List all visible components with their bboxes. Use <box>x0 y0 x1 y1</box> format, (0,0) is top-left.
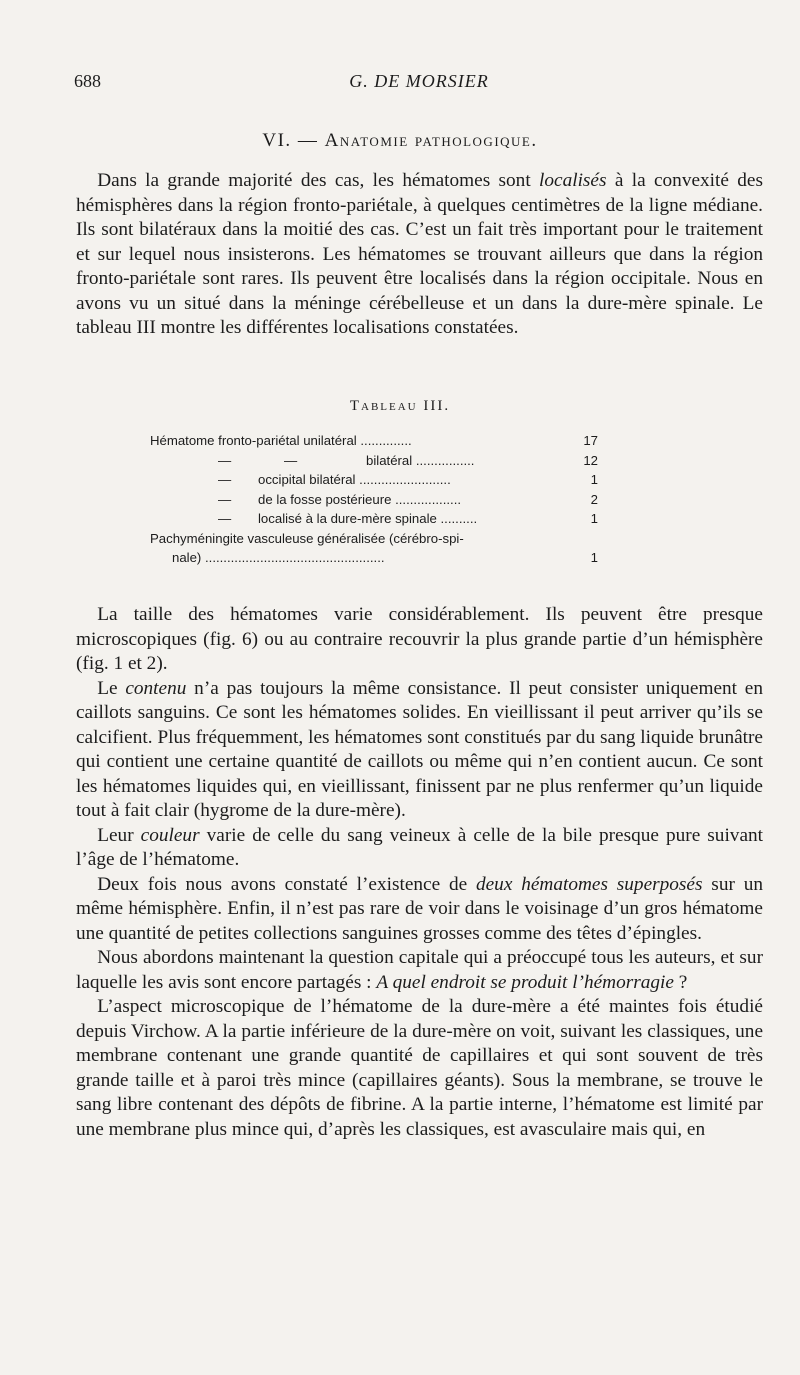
section-numeral: VI. — <box>262 130 319 151</box>
row-count: 2 <box>590 491 598 507</box>
paragraph-microscopique: L’aspect microscopique de l’hématome de la dure-mère a été maintes fois étudié depuis Virchow. A la partie inférieure de la dure-mère on voit, suivant les classiques, une membrane contenant une grande quantité de capillaires et qui sont souvent de très grande taille et à paroi très mince (capillaires géants). Sous la membrane, se trouve le sang libre contenant des dépôts de fibrine. A la partie interne, l’hématome est limité par une membrane plus mince qui, d’après les classiques, est avasculaire mais qui, en <box>76 996 763 1140</box>
localisation-table <box>150 431 598 568</box>
ditto-mark: — <box>284 452 298 468</box>
row-label-text: occipital bilatéral ......................... <box>258 472 451 487</box>
page-number: 688 <box>74 71 101 91</box>
row-label <box>150 490 461 510</box>
table-row <box>150 431 598 451</box>
text-run: ? <box>673 971 688 993</box>
row-label-text: bilatéral ................ <box>366 452 475 468</box>
row-label: Pachyméningite vasculeuse généralisée (cérébro-spi- <box>150 530 464 546</box>
running-head <box>74 71 764 95</box>
row-count: 12 <box>583 452 598 468</box>
table-row <box>150 529 598 549</box>
section-title: Anatomie pathologique. <box>324 130 538 151</box>
text-run: Dans la grande majorité des cas, les hématomes sont <box>97 170 540 191</box>
row-label <box>150 509 477 529</box>
paragraph-contenu <box>76 677 763 824</box>
paragraph <box>76 169 763 341</box>
text-run: Deux fois nous avons constaté l’existence de <box>97 873 476 895</box>
table-title: Tableau III. <box>349 398 451 414</box>
text-run: Leur <box>97 824 141 846</box>
running-title: G. DE MORSIER <box>349 71 489 91</box>
emphasis: A quel endroit se produit l’hémorragie <box>376 971 674 993</box>
emphasis: contenu <box>125 677 187 699</box>
table-row <box>150 470 598 490</box>
ditto-mark: — <box>218 491 232 507</box>
emphasis: localisés <box>539 170 607 191</box>
row-label <box>150 451 474 471</box>
table-row <box>150 509 598 529</box>
emphasis: deux hématomes superposés <box>475 873 703 895</box>
body-text <box>76 603 763 1142</box>
text-run: n’a pas toujours la même consistance. Il peut consister uniquement en caillots sanguins. Ce sont les hématomes solides. En vieillissant il peut arriver qu’ils se calcifient. Plus fréquemment, les hématomes sont constitués par du sang liquide brunâtre qui contient une certaine quantité de caillots ou même qui n’en contient aucun. Ce sont les hématomes liquides qui, en vieillissant, finissent par ne plus renfermer qu’un liquide tout à fait clair (hygrome de la dure-mère). <box>76 677 763 821</box>
emphasis: couleur <box>140 824 200 846</box>
paragraph-taille: La taille des hématomes varie considérablement. Ils peuvent être presque microscopiques (fig. 6) ou au contraire recouvrir la plus grande partie d’un hémisphère (fig. 1 et 2). <box>76 604 763 674</box>
text-run: à la convexité des hémisphères dans la région fronto-pariétale, à quelques centimètres de la ligne médiane. Ils sont bilatéraux dans la moitié des cas. C’est un fait très important pour le traitement et sur lequel nous insisterons. Les hématomes se trouvant ailleurs que dans la région fronto-pariétale sont rares. Ils peuvent être localisés dans la région occipitale. Nous en avons vu un situé dans la méninge cérébelleuse et un dans la dure-mère spinale. Le tableau III montre les différentes localisations constatées. <box>76 170 763 338</box>
paragraph-superposes <box>76 873 763 947</box>
paragraph-localisation <box>76 169 763 341</box>
table-row <box>150 490 598 510</box>
table-row <box>150 451 598 471</box>
row-label: Hématome fronto-pariétal unilatéral .............. <box>150 433 412 448</box>
paragraph-couleur <box>76 824 763 873</box>
paragraph-question <box>76 946 763 995</box>
row-label: nale) ................................................. <box>172 550 385 565</box>
text-run: Nous abordons maintenant la question capitale qui a préoccupé tous les auteurs, et sur laquelle les avis sont encore partagés : <box>76 947 763 993</box>
row-label <box>150 470 451 490</box>
section-heading <box>0 130 800 152</box>
row-count: 1 <box>590 550 598 565</box>
row-label-text: localisé à la dure-mère spinale .......... <box>258 511 478 526</box>
text-run: Le <box>97 677 126 699</box>
ditto-mark: — <box>218 511 232 526</box>
row-label-text: de la fosse postérieure .................. <box>258 491 462 507</box>
row-count: 1 <box>590 511 598 526</box>
table-row <box>150 548 598 568</box>
text-run: varie de celle du sang veineux à celle de la bile presque pure suivant l’âge de l’hématome. <box>76 824 763 870</box>
row-count: 17 <box>583 433 598 448</box>
text-run: sur un même hémisphère. Enfin, il n’est pas rare de voir dans le voisinage d’un gros hématome une quantité de petites collections sanguines grosses comme des têtes d’épingles. <box>76 873 763 944</box>
row-count: 1 <box>590 472 598 487</box>
ditto-mark: — <box>218 472 232 487</box>
ditto-mark: — <box>218 452 232 468</box>
